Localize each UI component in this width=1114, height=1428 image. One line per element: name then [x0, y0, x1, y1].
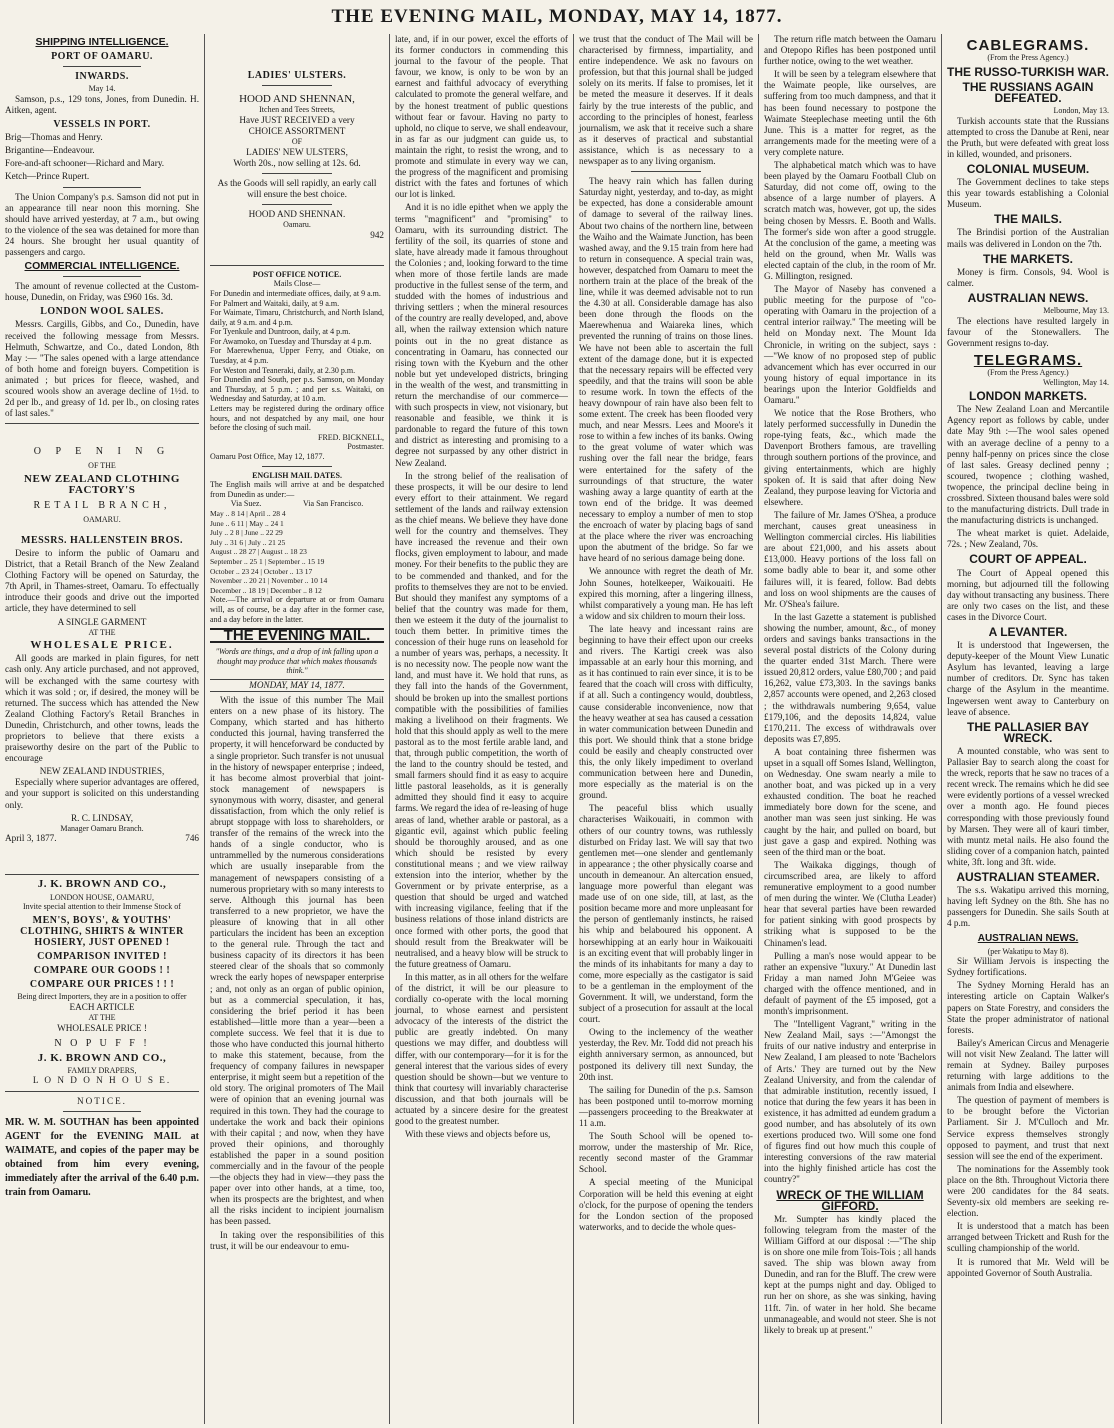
news-item: The South School will be opened to-morrow, under the mastership of Mr. Rice, recently second master of the Grammar School. [579, 1131, 753, 1175]
mail-row: July .. 31 6 | July .. 21 25 [210, 537, 286, 547]
press-agency: (From the Press Agency.) [987, 367, 1069, 377]
mails-close: Mails Close— [273, 279, 321, 289]
invite-text: Invite special attention to their Immense Stock of [23, 902, 181, 912]
news-item: A special meeting of the Municipal Corporation will be held this evening at eight o'clock, for the purpose of opening the tenders for the London section of the proposed waterworks, and to decide the whole ques- [579, 1177, 753, 1232]
court-appeal-heading: COURT OF APPEAL. [969, 552, 1087, 567]
hallenstein-heading: MESSRS. HALLENSTEIN BROS. [21, 534, 183, 546]
post-line: For Tyenkule and Duntroon, daily, at 4 p.m. [210, 327, 351, 337]
divider [262, 466, 332, 467]
news-item: A boat containing three fishermen was upset in a squall off Somes Island, Wellington, on Wednesday. One swam nearly a mile to another boat, and was picked up in a very exhausted condition. The boat he reached immediately bore down for the scene, and another man was seen just sinking. He was caught by the hair, and pulled on board, but just gave a gasp and expired. Nothing was seen of the third man or the boat. [764, 746, 936, 857]
press-agency: (From the Press Agency.) [987, 53, 1069, 63]
english-mail-heading: ENGLISH MAIL DATES. [252, 470, 342, 480]
telegram-text: The nominations for the Assembly took place on the 8th. Throughout Victoria there were 200 candidates for the 84 seats. Seventy-six old members are seeking re-election. [947, 1163, 1109, 1219]
bicknell-signature: FRED. BICKNELL, [318, 432, 384, 442]
wholesale-price: WHOLESALE PRICE ! [57, 1022, 147, 1033]
post-line: For Waimate, Timaru, Christchurch, and North Island, daily, at 9 a.m. and 4 p.m. [210, 308, 384, 327]
news-item: The return rifle match between the Oamaru and Otepopo Rifles has been postponed until further notice, owing to the wet weather. [764, 34, 936, 67]
jk-brown-heading: J. K. BROWN AND CO., [37, 1051, 167, 1064]
steamer-heading: AUSTRALIAN STEAMER. [956, 869, 1100, 884]
postmaster-title: Postmaster. [347, 442, 384, 452]
mail-row: August .. 28 27 | August .. 18 23 [210, 547, 307, 557]
inwards-text: Samson, p.s., 129 tons, Jones, from Dunedin. H. Aitken, agent. [5, 93, 199, 115]
mail-row: November .. 20 21 | November .. 10 14 [210, 576, 328, 586]
no-puff: N O P U F F ! [54, 1037, 150, 1049]
oamaru-label: OAMARU. [83, 515, 121, 525]
news-item: The sailing for Dunedin of the p.s. Samson has been postponed until to-morrow morning—passengers proceeding to the Breakwater at 11 a.m. [579, 1084, 753, 1128]
divider [63, 1111, 141, 1112]
per-wakatipu: (per Wakatipu to May 8). [987, 946, 1069, 956]
divider [63, 276, 141, 277]
column-6 [942, 34, 1114, 1422]
cable-text: The Government declines to take steps this year towards establishing a Colonial Museum. [947, 177, 1109, 210]
vessel-item: Ketch—Prince Rupert. [5, 171, 90, 182]
cable-text: The Brindisi portion of the Australian mails was delivered in London on the 7th. [947, 227, 1109, 249]
telegram-text: The New Zealand Loan and Mercantile Agency report as follows by cable, under date May 9th :—The wool sales opened with an average decline of a penny to a penny half-penny on prices since the close of last sales. Greasy declined penny ; scoured, twopence ; clothing washed, twopence, the principal decline being in crossbred. Sixteen thousand bales were sold to the manufacturing districts. Dull trade in the manufacturing districts is unchanged. [947, 404, 1109, 526]
news-item: The late heavy and incessant rains are beginning to have their effect upon our creeks and rivers. The Kartigi creek was also impassable at an early hour this morning, and as it has continued to rain ever since, it is to be feared that the coach will cross with difficulty, if at all. Such a contingency would, doubtless, cause considerable inconvenience, now that the heavy weather at sea has caused a cessation in water communication between Dunedin and this port. We should think that a stone bridge could be easily and cheaply constructed over this, the only likely impediment to overland communication between here and Dunedin, more especially as the material is on the ground. [579, 623, 753, 801]
mail-row: June .. 6 11 | May .. 24 1 [210, 518, 284, 528]
divider [5, 874, 199, 875]
commercial-heading: COMMERCIAL INTELLIGENCE. [24, 260, 180, 273]
mail-note: Note.—The arrival or departure at or from Oamaru will, as of course, be a day after in the former case, and a day before in the latter. [210, 595, 384, 624]
divider [5, 1091, 199, 1092]
telegram-text: The wheat market is quiet. Adelaide, 72s. ; New Zealand, 70s. [947, 528, 1109, 550]
news-item: The failure of Mr. James O'Shea, a produce merchant, causes great uneasiness in Wellington commercial circles. His liabilities are about £21,000, and his assets about £13,000. Heavy portions of the loss fall on some badly able to bear it, and some other failures will, it is feared, follow. Bad debts and loss on wool shipments are the causes of Mr. O'Shea's failure. [764, 509, 936, 609]
each-article: EACH ARTICLE [69, 1001, 135, 1012]
notice-heading: NOTICE. [77, 1095, 127, 1106]
retail-heading: RETAIL BRANCH, [33, 500, 171, 512]
port-heading: PORT OF OAMARU. [51, 51, 153, 63]
news-item: The alphabetical match which was to have been played by the Oamaru Football Club on Saturday, did not come off, owing to the absence of a large number of players. A scratch match was, however, got up, the sides being chosen by Messrs. E. Booth and Walls. The former's side won after a good struggle. At the conclusion of the game, a meeting was held on the ground, when Mr. Walls was elected captain of the club, in the room of Mr. G. Millington, resigned. [764, 160, 936, 281]
shipping-heading: SHIPPING INTELLIGENCE. [35, 36, 169, 48]
post-office-date: Oamaru Post Office, May 12, 1877. [210, 452, 325, 461]
divider [262, 173, 332, 174]
of-label: OF [291, 136, 303, 146]
telegram-text: It is rumored that Mr. Weld will be appointed Governor of South Australia. [947, 1256, 1109, 1278]
motto: "Words are things, and a drop of ink falling upon a thought may produce that which makes thousands think." [215, 647, 379, 676]
hallenstein-text: Desire to inform the public of Oamaru and District, that a Retail Branch of the New Zealand Clothing Factory will be opened on Saturday, the 7th April, in Thames-street, Oamaru. To effectually introduce their goods and drive out the imported article, they have determined to sell [5, 547, 199, 614]
family-drapers: FAMILY DRAPERS, [67, 1065, 137, 1075]
single-garment: A SINGLE GARMENT [57, 616, 147, 627]
leader-text: With these views and objects before us, [405, 1129, 551, 1140]
cable-text: The elections have resulted largely in favour of the Stonewallers. The Government resigns to-day. [947, 315, 1109, 348]
markets-heading: THE MARKETS. [983, 251, 1073, 266]
goods-text: All goods are marked in plain figures, for nett cash only. Any article purchased, and not approved, will be exchanged with the same courtesy with which it was sold ; or, if desired, the money will be returned. The success which has attended the New Zealand Clothing Factory's Retail Branches in Dunedin, Christchurch, and other towns, leads the proprietors to believe that there exists a praiseworthy desire on the part of the Public to encourage [5, 653, 199, 764]
australian-news-heading: AUSTRALIAN NEWS. [967, 290, 1089, 305]
telegram-text: Sir William Jervois is inspecting the Sydney fortifications. [947, 956, 1109, 978]
telegram-text: The Court of Appeal opened this morning, but adjourned till the following day without transacting any business. There are only two cases on the list, and these cases in the Divorce Court. [947, 567, 1109, 622]
vessel-item: Brigantine—Endeavour. [5, 145, 95, 156]
colonial-museum-heading: COLONIAL MUSEUM. [966, 161, 1090, 176]
opening-heading: O P E N I N G [33, 446, 171, 458]
sf-header: Via San Francisco. [303, 499, 364, 509]
vessel-item: Brig—Thomas and Henry. [5, 132, 103, 143]
at-the: AT THE [88, 1012, 116, 1022]
divider [63, 66, 141, 67]
column-2 [205, 34, 389, 1422]
nz-clothing-heading: NEW ZEALAND CLOTHING FACTORY'S [24, 473, 180, 497]
leader-text: late, and, if in our power, excel the efforts of its former conductors in commending this journal to the favour of the people. That favour, we know, is only to be won by an earnest and faithful advocacy of everything calculated to promote the general welfare, and by the honest treatment of public questions without fear or favour. Having no party to uphold, no clique to serve, we shall endeavour, in as far as our judgment can guide us, to maintain the right, to resist the wrong, and to promote and stimulate in every way we can, the progress of the magnificent and promising district with the fates and fortunes of which our lot is linked. [395, 34, 568, 200]
ad-number: 746 [185, 833, 199, 844]
wreck-text: Mr. Sumpter has kindly placed the following telegram from the master of the William Gifford at our disposal :—"The ship is on shore one mile from Tois-Tois ; all hands saved. The ship was blown away from Dunedin, and ran for the Bluff. The crew were kept at the pumps night and day. Obliged to run her on shore, as she was sinking, having 11ft. 7in. of water in her hold. She became unmanageable, and would not steer. She is not likely to break up at present." [764, 1213, 936, 1335]
cable-text: Turkish accounts state that the Russians attempted to cross the Danube at Reni, near the Pruth, but were defeated with great loss in killed, wounded, and prisoners. [947, 115, 1109, 159]
hood-address: Itchen and Tees Streets, [259, 105, 335, 115]
divider [210, 265, 384, 266]
hood-shennan: HOOD AND SHENNAN, [239, 93, 355, 106]
dateline: Wellington, May 14. [1042, 377, 1109, 387]
industries-heading: NEW ZEALAND INDUSTRIES, [39, 766, 165, 777]
paper-title: THE EVENING MAIL. [210, 628, 384, 643]
news-item: We notice that the Rose Brothers, who lately performed successfully in Dunedin the rope-tying feats, &c., which made the Davenport Brothers famous, are travelling through southern portions of the province, and giving entertainments, which are highly spoken of. It is said that after doing New Zealand, they purpose leaving for Victoria and elsewhere. [764, 408, 936, 507]
pallasier-heading: THE PALLASIER BAY WRECK. [966, 719, 1089, 745]
news-item: The Mayor of Naseby has convened a public meeting for the purpose of "co-operating with Oamaru in the projection of a central interior railway." The meeting will be held on Monday next. The Mount Ida Chronicle, in writing on the subject, says :—"We know of no proposed step of public advancement which has ever occurred in our young history of equal importance in its bearings upon the Interior Goldfields and Oamaru." [764, 284, 936, 405]
telegram-text: It is understood that Ingewersen, the deputy-keeper of the Mount View Lunatic Asylum has levanted, leaving a large number of creditors. Dr. Sync has taken charge of the Asylum in the meantime. Ingewersen went away to Canterbury on leave of absence. [947, 640, 1109, 717]
mails-heading: THE MAILS. [994, 212, 1062, 227]
post-line: For Dunedin and intermediate offices, daily, at 9 a.m. [210, 288, 381, 298]
oamaru-label: Oamaru. [283, 220, 311, 230]
leader-text: And it is no idle epithet when we apply the terms "magnificent" and "promising" to Oamaru, with its surrounding district. The fertility of the soil, its quarries of stone and slate, have already made it famous throughout the Colonies ; and, looking forward to the time when more of those fertile lands are made productive in the fullest sense of the term, and studded with the homes of industrious and thriving settlers ; when the mineral resources of the country are really developed, and, above all, when the railway extension which nature points out in the no great distance as concentrating in Oamaru, has connected our rising town with the Kyeburn and the other noble but yet undeveloped districts, bringing in the wealth of the west, and transmitting in return the merchandise of our commerce—with such prospects in view, not visionary, but reasonable and feasible, we think it is pardonable to regard the future of this town and district as interesting and promising to a degree not surpassed by any other district in New Zealand. [395, 202, 568, 468]
news-item: The peaceful bliss which usually characterises Waikouaiti, in common with others of our country towns, was ruthlessly disturbed on Friday last. We will say that two gentlemen met—one slender and gentlemanly in appearance ; the other physically coarse and uncouth in demeanour. An altercation ensued, language more powerful than elegant was made use of on one side, till, at last, as the position became more and more unpleasant for the person of gentlemanly instincts, he raised his whip and belaboured his opponent. A horsewhipping at an early hour in Waikouaiti is an exciting event that will probably linger in the minds of its inhabitants for many a day to come, more especially as the castigator is said to be a gentleman in the employment of the Government. It will, we understand, form the subject of a prosecution for assault at the local court. [579, 803, 753, 1025]
news-item: We announce with regret the death of Mr. John Sounes, hotelkeeper, Waikouaiti. He expired this morning, after a lingering illness, whilst comparatively a young man. He has left a widow and six children to mourn their loss. [579, 566, 753, 621]
especially-text: Especially where superior advantages are offered, and your support is solicited on this understanding only. [5, 777, 199, 810]
levanter-heading: A LEVANTER. [988, 625, 1068, 639]
russo-turkish-heading: THE RUSSO-TURKISH WAR. [947, 64, 1109, 79]
news-item: Owing to the inclemency of the weather yesterday, the Rev. Mr. Todd did not preach his eighth anniversary sermon, as announced, but postponed its delivery till next Sunday, the 20th inst. [579, 1027, 753, 1082]
news-item: The "Intelligent Vagrant," writing in the New Zealand Mail, says :—"Amongst the fruits of our native industry and enterprise in New Zealand, I am pleased to note 'Bachelors of Arts.' They are turned out by the New Zealand University, and from the calendar of that admirable institution, recently issued, I notice that during the few years it has been in existence, it has admitted ad eundem gradum a good number, and has absolutely of its own exertions produced two. Will some one fond of figures find out how much this couple of interesting conversions of the raw material into the highly finished article has cost the country?" [764, 1019, 936, 1185]
column-3 [390, 34, 573, 1422]
divider [262, 204, 332, 205]
compare-prices: COMPARE OUR PRICES ! ! ! [29, 979, 175, 991]
divider [631, 171, 701, 172]
english-mail-text: The English mails will arrive at and be despatched from Dunedin as under:— [210, 480, 384, 499]
mail-row: July .. 2 8 | June .. 22 29 [210, 528, 283, 538]
column-1 [0, 34, 204, 1422]
telegram-text: Bailey's American Circus and Menagerie will not visit New Zealand. The latter will remain at Sydney. Bailey purposes returning with large additions to the animals from India and elsewhere. [947, 1037, 1109, 1093]
divider [262, 85, 332, 86]
comparison-invited: COMPARISON INVITED ! [37, 950, 167, 962]
ulsters-heading: LADIES' ULSTERS. [247, 70, 347, 81]
ad-number: 942 [370, 229, 384, 240]
at-the: AT THE [88, 627, 116, 637]
telegram-text: The question of payment of members is to be brought before the Victorian Parliament. Sir J. M'Culloch and Mr. Service express themselves strongly opposed to payment, and trust that next session will see the end of the experiment. [947, 1095, 1109, 1161]
post-office-heading: POST OFFICE NOTICE. [252, 269, 342, 279]
telegram-text: The Sydney Morning Herald has an interesting article on Captain Walker's papers on State Forestry, and considers the State the proper administrator of national forests. [947, 980, 1109, 1035]
lindsay-signature: R. C. LINDSAY, [70, 812, 134, 823]
choice-assortment: CHOICE ASSORTMENT [248, 125, 346, 136]
column-4 [574, 34, 758, 1422]
ad-date: April 3, 1877. [5, 833, 57, 844]
london-house: L O N D O N H O U S E. [32, 1075, 172, 1086]
post-line: For Dunedin and South, per p.s. Samson, on Monday and Thursday, at 5 p.m. ; and per s.s. Waitaki, on Wednesday and Saturday, at 10 a.m. [210, 375, 384, 404]
divider [63, 187, 141, 188]
post-line: For Weston and Teaneraki, daily, at 2.30 p.m. [210, 365, 356, 375]
of-the: OF THE [88, 461, 116, 471]
vessel-item: Fore-and-aft schooner—Richard and Mary. [5, 158, 165, 169]
telegram-text: It is understood that a match has been arranged between Trickett and Rush for the sculling championship of the world. [947, 1221, 1109, 1254]
worth-text: Worth 20s., now selling at 12s. 6d. [233, 157, 361, 168]
news-item: The Waikaka diggings, though of circumscribed area, are likely to afford remunerative employment to a good number of men during the winter. We (Clutha Leader) hear that several parties have been rewarded for patient sinking with good prospects by striking what is supposed to be the Chinamen's lead. [764, 859, 936, 948]
dateline: London, May 13. [1053, 105, 1109, 115]
manager-title: Manager Oamaru Branch. [60, 823, 144, 833]
divider [5, 423, 199, 424]
telegram-text: A mounted constable, who was sent to Pallasier Bay to search along the coast for the wreck, reports that he saw no traces of a recent wreck. The remains which he did see were evidently portions of a vessel wrecked over a month ago. He found pieces corresponding with those previously found by Marsen. They were all of kauri timber, with muntz metal nails. He also found the sliding cover of a companion hatch, painted white, 3ft. long and 3ft. wide. [947, 745, 1109, 867]
dateline: Melbourne, May 13. [1043, 305, 1109, 315]
hood-signature: HOOD AND SHENNAN. [248, 208, 346, 219]
southan-notice: MR. W. M. SOUTHAN has been appointed AGENT for the EVENING MAIL at WAIMATE, and copies of the paper may be obtained from him every evening, immediately after the arrival of the 6.40 p.m. train from Oamaru. [5, 1116, 199, 1198]
mail-table-header [210, 499, 384, 509]
jk-brown-heading: J. K. BROWN AND CO., [37, 878, 167, 891]
telegrams-heading: TELEGRAMS. [973, 351, 1083, 369]
news-item: The heavy rain which has fallen during Saturday night, yesterday, and to-day, as might be expected, has done a considerable amount of damage to several of the railway lines. About two chains of the northern line, between the Waiho and the Waimate Junction, has been washed away, and the 9.15 train from here had to return in consequence. A special train was, however, despatched from Oamaru to meet the northern train at the place of the break of the line, while it was deemed advisable not to run the 4.30 at all. Considerable damage has also been done through the floods on the Maerewhenua and Waiareka lines, which prevented the running of trains on those lines. We have not been able to ascertain the full extent of the damage done, but it is expected that the necessary repairs will be effected very speedily, and that the trains will soon be able to resume work. In town the effects of the heavy downpour of rain have also been felt to some extent. The creek has been flooded very much, and near Messrs. Lees and Moore's it rose to within a few inches of its banks. Owing to the great volume of water which was rushing over the fall near the bridge, fears were entertained for the safety of the surroundings of that structure, the water washing away a large quantity of earth at the town end of the bridge. It was deemed necessary to employ a number of men to stop the encroach of water by placing bags of sand at the place where the river was encroaching upon the abutment of the bridge. So far we have heard of no serious damage being done. [579, 176, 753, 564]
leader-text: In this matter, as in all others for the welfare of the district, it will be our pleasure to cordially co-operate with the local morning journal, to whose earnest and persistent advocacy of the interests of the district the public are greatly indebted. On many questions we may differ, and doubtless will differ, with our contemporary—for it is for the general interest that the various sides of every question should be shown—but we venture to think that courtesy will invariably characterise discussion, and that both journals will be actuated by a sincere desire for the greatest good to the greatest number. [395, 971, 568, 1127]
news-item: It will be seen by a telegram elsewhere that the Waimate people, like ourselves, are suffering from too much dampness, and that it has been found necessary to postpone the Waimate Steeplechase meeting until the 6th June. This is a matter for regret, as the arrangements made for the meeting were of a very complete nature. [764, 69, 936, 157]
cable-text: Money is firm. Consols, 94. Wool is calmer. [947, 266, 1109, 288]
london-markets-heading: LONDON MARKETS. [969, 389, 1087, 404]
wool-heading: LONDON WOOL SALES. [40, 306, 164, 318]
new-ulsters: LADIES' NEW ULSTERS, [246, 146, 348, 157]
wool-text: Messrs. Cargills, Gibbs, and Co., Dunedin, have received the following message from Messrs. Helmuth, Schwartze, and Co., dated London, 8th May :— "The sales opened with a large attendance of both home and foreign buyers. Competition is animated ; but prices for fleece, washed, and scoured wools show an average decline of 1½d. to 2d per lb., and greasy of 1d. per lb., on closing rates of last sales." [5, 319, 199, 419]
masthead: THE EVENING MAIL, MONDAY, MAY 14, 1877. [331, 6, 783, 27]
post-line: For Awamoko, on Tuesday and Thursday at 4 p.m. [210, 336, 372, 346]
mail-row: October .. 23 24 | October .. 13 17 [210, 566, 313, 576]
inwards-date: May 14. [88, 84, 116, 94]
wholesale-heading: WHOLESALE PRICE. [30, 639, 174, 652]
ad-footer [5, 833, 199, 844]
union-text: The Union Company's p.s. Samson did not put in an appearance till near noon this morning. She should have arrived yesterday, at 7 a.m., but owing to the violence of the sea was detained for more than 24 hours. She brought her usual quantity of passengers and cargo. [5, 191, 199, 257]
vessels-heading: VESSELS IN PORT. [53, 119, 151, 131]
column-5 [759, 34, 941, 1422]
news-item: In the last Gazette a statement is published showing the number, amount, &c., of money orders and savings banks transactions in the several postal districts of the Colony during the quarter ended 31st March. There were issued 20,812 orders, value £80,700 ; and paid 16,262, value £73,303. In the savings banks 2,857 accounts were opened, and 2,263 closed ; the withdrawals numbering 9,654, value £179,106, and the deposits 14,824, value £170,211. The excess of withdrawals over deposits was £7,895. [764, 611, 936, 744]
russians-defeated-heading: THE RUSSIANS AGAIN DEFEATED. [962, 79, 1094, 105]
issue-date: MONDAY, MAY 14, 1877. [210, 679, 384, 692]
leader-text: With the issue of this number The Mail enters on a new phase of its history. The Company, which started and has hitherto conducted this journal, having transferred the property, it will henceforward be conducted by a single proprietor. Such transfer is not unusual in the history of newspaper enterprise ; indeed, it has become almost proverbial that joint-stock management of newspapers is synonymous with worry, disaster, and general dissatisfaction, from which the only relief is abrupt stoppage with loss to shareholders, or transfer of the remains of the wreck into the hands of a single conductor, who is untrammelled by the numerous considerations which are usually inseparable from the management of newspapers consisting of a numerous proprietary with so many interests to serve. Although this journal has been transferred to a new proprietor, we have the pleasure of knowing that in all other particulars the incident has been an exception to the general rule. Through the tact and business capacity of its directors it has been steered clear of the shoals that so commonly wreck the early hopes of newspaper enterprise ; and, not only as an organ of public opinion, but as a commercial speculation, it has, considering the brief period it has been established—little more than a year—been a complete success. We feel that it is due to those who have conducted this journal hitherto to make this statement, because, from the frequency of company failures in newspaper enterprise, it might seem but a repetition of the old story. The original promoters of The Mail were of opinion that an evening journal was required in this town. They had the courage to undertake the work and back their opinions with their capital ; and now, when they have proved their opinions, and thoroughly established the paper in a sound position commercially and in the favour of the people—the objects they had in view—they pass the paper over into other hands, at a time, too, when its prospects are the brightest, and when all the risks incident to incipient journalism has been passed. [210, 695, 384, 1227]
goods-sell-text: As the Goods will sell rapidly, an early call will ensure the best choice. [217, 177, 377, 199]
revenue-text: The amount of revenue collected at the Custom-house, Dunedin, on Friday, was £960 16s. 3d. [5, 281, 199, 303]
australian-news-heading: AUSTRALIAN NEWS. [977, 933, 1079, 945]
post-line: Letters may be registered during the ordinary office hours, and not despatched by any mail, one hour before the closing of such mail. [210, 404, 384, 433]
leader-text: In taking over the responsibilities of this trust, it will be our endeavour to emu- [210, 1229, 384, 1251]
post-line: For Palmert and Waitaki, daily, at 9 a.m. [210, 298, 340, 308]
mail-row: December .. 18 19 | December .. 8 12 [210, 585, 322, 595]
news-item: Pulling a man's nose would appear to be rather an expensive "luxury." At Dunedin last Friday a man named John M'Geiee was charged with the offence mentioned, and in default of payment of the £5 imposed, got a month's imprisonment. [764, 950, 936, 1017]
london-house: LONDON HOUSE, OAMARU, [50, 892, 154, 902]
mail-row: September .. 25 1 | September .. 15 19 [210, 556, 325, 566]
wreck-heading: WRECK OF THE WILLIAM GIFFORD. [776, 1187, 924, 1213]
cablegrams-heading: CABLEGRAMS. [966, 37, 1090, 54]
leader-text: In the strong belief of the realisation of these prospects, it will be our desire to lend every effort to their attainment. We regard settlement of the lands and railway extension as the chief means. We believe they have done well for the country and themselves. They have increased the revenue and their own flocks, given employment to labour, and made money. For their benefits to the public they are to be commended and thanked, and for the profits to themselves they are not to be envied. But should they manifest any symptoms of a belief that the country was made for them, then we esteem it the duty of the journalist to touch them better. In primitive times the concession of their huge runs on leasehold for a number of years was, perhaps, a necessity. It is no necessity now. The people now want the land, and must have it. We hold that runs, as they fall into the hands of the Government, should be broken up into the smallest portions compatible with the possibilities of families making a livelihood on their fragments. We hold that this should apply as well to the mere pastoral as to the most fertile arable land, and that, through public competition, the worth of the land to the country should be tested, and small farmers should find it as easy to acquire little pastoral leaseholds, as it is generally admitted they should find it easy to acquire farms. We regard the idea of re-leasing of huge areas of land, whether arable or pastoral, as a gigantic evil, against which public feeling should be thoroughly aroused, and as one which should be resisted by every constitutional means ; and we view railway extension into the interior, whether by the Government or by private enterprise, as a question that should be urged and watched with increasing vigilance, feeling that if the business relations of those inland districts are once formed with other ports, the good that should result from the Breakwater will be neutralised, and a heavy blow will be struck to the future greatness of Oamaru. [395, 470, 568, 969]
leader-text: we trust that the conduct of The Mail will be characterised by firmness, impartiality, and entire independence. We ask no favours on profession, but that this journal shall be judged solely on its merits. If false to promises, let it be meted the measure it deserves. If it deals fairly by the true interests of the public, and according to the principles of honest, fearless journalism, we ask that it receive such a share as it deserves of practical and substantial assistance, which is as necessary to a newspaper as to any living organism. [579, 34, 753, 167]
post-line: For Maerewhenua, Upper Ferry, and Otiake, on Tuesday, at 4 p.m. [210, 346, 384, 366]
hood-received: Have JUST RECEIVED a very [239, 114, 355, 125]
telegram-text: The s.s. Wakatipu arrived this morning, having left Sydney on the 8th. She has no passengers for Dunedin. She sails South at 4 p.m. [947, 885, 1109, 929]
mail-row: May .. 8 14 | April .. 28 4 [210, 508, 286, 518]
mens-clothing: MEN'S, BOYS', & YOUTHS' CLOTHING, SHIRTS & WINTER HOSIERY, JUST OPENED ! [20, 914, 184, 948]
inwards-heading: INWARDS. [75, 71, 129, 83]
compare-goods: COMPARE OUR GOODS ! ! [33, 965, 171, 977]
suez-header: Via Suez. [230, 499, 262, 509]
importers-text: Being direct Importers, they are in a position to offer [17, 992, 187, 1002]
